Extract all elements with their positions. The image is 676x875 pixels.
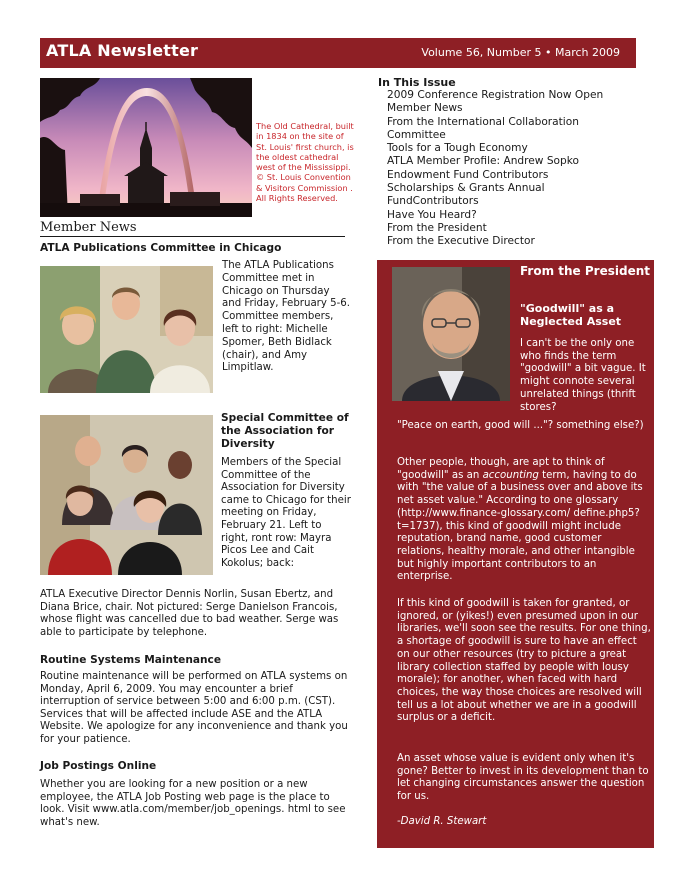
toc-item[interactable]: Scholarships & Grants Annual (387, 182, 545, 195)
member-news-heading: Member News (40, 220, 345, 237)
toc-item[interactable]: FundContributors (387, 195, 479, 208)
toc-item[interactable]: From the International Collaboration (387, 115, 579, 128)
job-postings-heading: Job Postings Online (40, 760, 157, 772)
in-this-issue-list (387, 89, 603, 249)
president-paragraph-4: An asset whose value is evident only when it's gone? Better to invest in its development than to let changing circumstances answer the question for us. (397, 753, 649, 803)
toc-item[interactable]: Committee (387, 128, 446, 141)
job-postings-text: Whether you are looking for a new position or a new employee, the ATLA Job Posting web page is the place to look. Visit www.atla.com/member/job_openings. html to see what's new. (40, 779, 346, 828)
gateway-arch-photo (40, 78, 252, 217)
maintenance-heading: Routine Systems Maintenance (40, 654, 222, 666)
issue-info: Volume 56, Number 5 • March 2009 (421, 46, 620, 59)
president-paragraph-2: Other people, though, are apt to think of "goodwill" as an accounting term, having to do with "the value of a business over and above its net asset value." According to one glossary (http://www.finance-glossary.com/ define.php5?t=1737), this kind of goodwill might include reputation, brand name, good customer relations, healthy morale, and other intangible but highly important contributors to an enterprise. (397, 457, 643, 583)
arch-photo-caption: The Old Cathedral, built in 1834 on the site of St. Louis' first church, is the oldest cathedral west of the Mississippi. © St. Louis Convention & Visitors Commission . All Rights Reserved. (256, 121, 354, 204)
president-paragraph-1: I can't be the only one who finds the term "goodwill" a bit vague. It might connote several unrelated things (thrift stores? (520, 338, 646, 413)
toc-item[interactable]: 2009 Conference Registration Now Open (387, 89, 604, 101)
diversity-committee-heading: Special Committee of the Association for Diversity (221, 412, 349, 450)
president-paragraph-3: If this kind of goodwill is taken for granted, or ignored, or (yikes!) even presumed upon in our libraries, we'll soon see the results. For one thing, a shortage of goodwill is sure to have an effect on our other resources (try to picture a great library collection staffed by people with lousy morale); for another, when faced with hard choices, the way those choices are resolved will tell us a lot about whether we are in a goodwill surplus or a deficit. (397, 598, 651, 724)
maintenance-text: Routine maintenance will be performed on ATLA systems on Monday, April 6, 2009. You may encounter a brief interruption of service between 5:00 and 6:00 p.m. (CST). Services that will be affected include ASE and the ATLA Website. We apologize for any inconvenience and thank you for your patience. (40, 671, 348, 745)
toc-item[interactable]: Endowment Fund Contributors (387, 168, 549, 181)
diversity-committee-photo (40, 415, 213, 575)
from-the-president-heading: From the President (520, 264, 650, 278)
president-column (377, 260, 654, 848)
toc-item[interactable]: Have You Heard? (387, 208, 477, 221)
diversity-committee-text: Members of the Special Committee of the Association for Diversity came to Chicago for their meeting on Friday, February 21. Left to right, ront row: Mayra Picos Lee and Cait Kokolus; back: (221, 457, 351, 569)
publications-committee-photo (40, 266, 213, 393)
publications-committee-text: The ATLA Publications Committee met in Chicago on Thursday and Friday, February 5-6. Committee members, left to right: Michelle Spomer, Beth Bidlack (chair), and Amy Limpitlaw. (222, 260, 351, 374)
toc-item[interactable]: Tools for a Tough Economy (387, 142, 528, 155)
publications-committee-heading: ATLA Publications Committee in Chicago (40, 242, 282, 254)
toc-item[interactable]: From the Executive Director (387, 235, 535, 248)
president-signature: -David R. Stewart (397, 816, 487, 827)
president-article-title: "Goodwill" as a Neglected Asset (520, 302, 622, 329)
newsletter-header (40, 38, 636, 68)
toc-item[interactable]: From the President (387, 221, 487, 234)
diversity-committee-text-continued: ATLA Executive Director Dennis Norlin, Susan Ebertz, and Diana Brice, chair. Not pictured: Serge Danielson Francois, whose flight was cancelled due to bad weather. Serge was able to participate by telephone. (40, 589, 339, 638)
newsletter-title: ATLA Newsletter (46, 41, 199, 60)
in-this-issue-heading: In This Issue (378, 76, 456, 89)
toc-item[interactable]: Member News (387, 102, 463, 115)
toc-item[interactable]: ATLA Member Profile: Andrew Sopko (387, 155, 580, 168)
president-paragraph-1-continued: "Peace on earth, good will ..."? something else?) (397, 420, 644, 431)
president-photo (392, 267, 510, 401)
